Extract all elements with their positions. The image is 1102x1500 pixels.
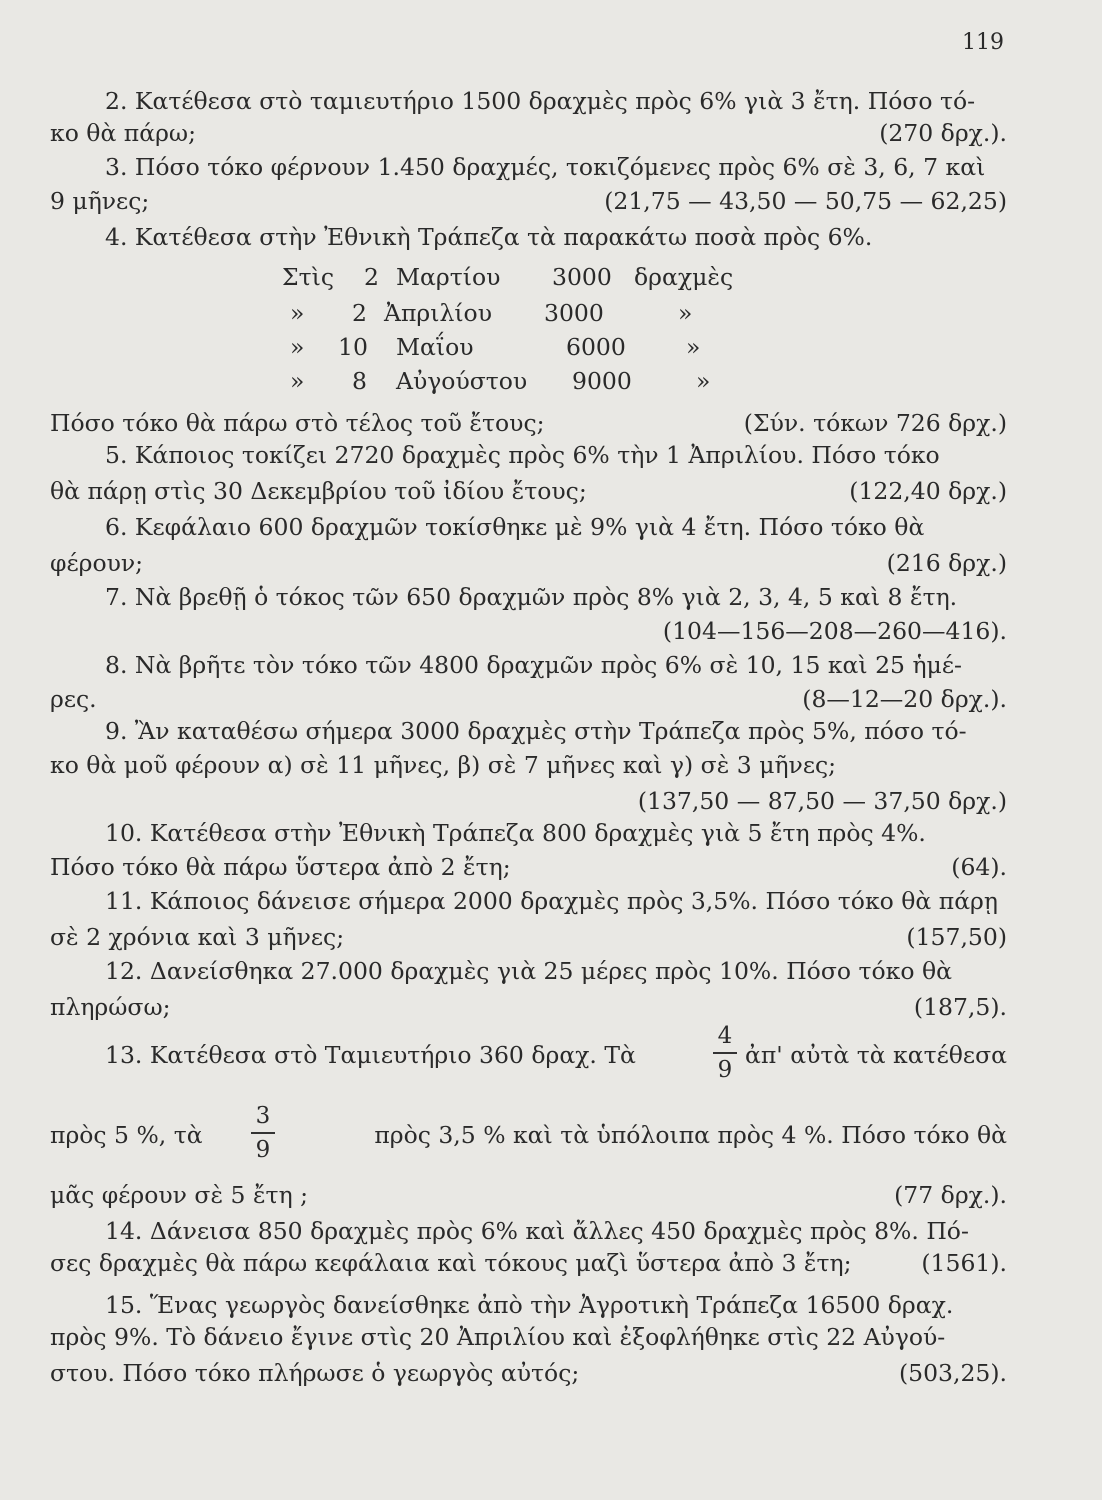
deposit-day: 2 — [364, 263, 379, 291]
answer-text: (21,75 — 43,50 — 50,75 — 62,25) — [604, 187, 1007, 215]
text-line — [105, 152, 1007, 182]
line-text: στου. Πόσο τόκο πλήρωσε ὁ γεωργὸς αὐτός; — [50, 1359, 580, 1387]
line-text: μᾶς φέρουν σὲ 5 ἔτη ; — [50, 1181, 309, 1209]
fraction-three-ninths — [248, 1102, 278, 1164]
line-text: Πόσο τόκο θὰ πάρω στὸ τέλος τοῦ ἔτους; — [50, 409, 545, 437]
line-text: ρες. — [50, 685, 97, 713]
answer-text: (187,5). — [913, 993, 1007, 1021]
text-line — [50, 476, 1007, 506]
text-line — [50, 1180, 1007, 1210]
line-text: 9 μῆνες; — [50, 187, 150, 215]
problem-13-line-1 — [105, 1040, 1007, 1070]
line-text: φέρουν; — [50, 549, 144, 577]
problem-13-text-a: 13. Κατέθεσα στὸ Ταμιευτήριο 360 δραχ. Τὰ — [105, 1041, 636, 1069]
problem-13-line-2 — [50, 1120, 1007, 1150]
text-line — [50, 1248, 1007, 1278]
text-line — [105, 818, 1007, 848]
deposit-unit: » — [686, 333, 701, 361]
line-text: θὰ πάρῃ στὶς 30 Δεκεμβρίου τοῦ ἰδίου ἔτους; — [50, 477, 587, 505]
fraction-numerator: 4 — [717, 1023, 733, 1049]
problem-13-text-a2: ἀπ' αὐτὰ τὰ κατέθεσα — [744, 1041, 1007, 1069]
text-line — [50, 1358, 1007, 1388]
deposit-prefix: » — [290, 367, 305, 395]
text-line — [50, 408, 1007, 438]
answer-text: (64). — [951, 853, 1007, 881]
fraction-denominator: 9 — [717, 1056, 733, 1083]
text-line — [105, 512, 1007, 542]
deposit-day: 8 — [352, 367, 367, 395]
text-line — [105, 886, 1007, 916]
deposit-month: Αὐγούστου — [396, 367, 528, 395]
deposit-amount: 9000 — [572, 367, 632, 395]
text-line — [105, 222, 1007, 252]
problem-13-text-b2: πρὸς 3,5 % καὶ τὰ ὑπόλοιπα πρὸς 4 %. Πόσο τόκο θὰ — [374, 1121, 1007, 1149]
line-text: 7. Νὰ βρεθῇ ὁ τόκος τῶν 650 δραχμῶν πρὸς 8% γιὰ 2, 3, 4, 5 καὶ 8 ἔτη. — [105, 583, 958, 611]
line-text: πληρώσω; — [50, 993, 171, 1021]
deposit-amount: 3000 — [552, 263, 612, 291]
deposit-day: 10 — [338, 333, 368, 361]
deposit-day: 2 — [352, 299, 367, 327]
answer-text: (Σύν. τόκων 726 δρχ.) — [743, 409, 1007, 437]
fraction-denominator: 9 — [255, 1136, 271, 1163]
line-text: 10. Κατέθεσα στὴν Ἐθνικὴ Τράπεζα 800 δραχμὲς γιὰ 5 ἔτη πρὸς 4%. — [105, 819, 926, 847]
answer-text: (157,50) — [906, 923, 1007, 951]
line-text: 14. Δάνεισα 850 δραχμὲς πρὸς 6% καὶ ἄλλες 450 δραχμὲς πρὸς 8%. Πό- — [105, 1217, 969, 1245]
text-line — [50, 118, 1007, 148]
text-line — [50, 992, 1007, 1022]
text-line — [50, 922, 1007, 952]
line-text: πρὸς 9%. Τὸ δάνειο ἔγινε στὶς 20 Ἀπριλίου καὶ ἐξοφλήθηκε στὶς 22 Αὐγού- — [50, 1323, 946, 1351]
deposit-month: Μαΐου — [396, 333, 474, 361]
answer-text: (8—12—20 δρχ.). — [802, 685, 1007, 713]
answer-text: (503,25). — [898, 1359, 1007, 1387]
problem-13-text-b: πρὸς 5 %, τὰ — [50, 1121, 203, 1149]
text-line — [105, 1290, 1007, 1320]
deposit-unit: δραχμὲς — [634, 263, 734, 291]
text-line — [105, 440, 1007, 470]
fraction-four-ninths — [710, 1022, 740, 1084]
text-line — [50, 186, 1007, 216]
deposit-prefix: » — [290, 299, 305, 327]
fraction-bar — [251, 1132, 275, 1134]
line-text: σες δραχμὲς θὰ πάρω κεφάλαια καὶ τόκους μαζὶ ὕστερα ἀπὸ 3 ἔτη; — [50, 1249, 852, 1277]
line-text: 6. Κεφάλαιο 600 δραχμῶν τοκίσθηκε μὲ 9% γιὰ 4 ἔτη. Πόσο τόκο θὰ — [105, 513, 925, 541]
answer-text: (122,40 δρχ.) — [849, 477, 1007, 505]
text-line — [50, 750, 1007, 780]
line-text: 3. Πόσο τόκο φέρνουν 1.450 δραχμές, τοκιζόμενες πρὸς 6% σὲ 3, 6, 7 καὶ — [105, 153, 986, 181]
answer-text: (270 δρχ.). — [879, 119, 1007, 147]
fraction-bar — [713, 1052, 737, 1054]
line-text: 4. Κατέθεσα στὴν Ἐθνικὴ Τράπεζα τὰ παρακάτω ποσὰ πρὸς 6%. — [105, 223, 873, 251]
deposit-unit: » — [678, 299, 693, 327]
line-text: 12. Δανείσθηκα 27.000 δραχμὲς γιὰ 25 μέρες πρὸς 10%. Πόσο τόκο θὰ — [105, 957, 952, 985]
deposit-amount: 6000 — [566, 333, 626, 361]
answer-text: (216 δρχ.) — [886, 549, 1007, 577]
page-number: 119 — [962, 30, 1004, 55]
answer-text: (77 δρχ.). — [894, 1181, 1007, 1209]
deposit-unit: » — [696, 367, 711, 395]
text-line — [50, 852, 1007, 882]
line-text: 11. Κάποιος δάνεισε σήμερα 2000 δραχμὲς πρὸς 3,5%. Πόσο τόκο θὰ πάρῃ — [105, 887, 998, 915]
answer-text: (137,50 — 87,50 — 37,50 δρχ.) — [637, 787, 1007, 815]
line-text: 8. Νὰ βρῆτε τὸν τόκο τῶν 4800 δραχμῶν πρὸς 6% σὲ 10, 15 καὶ 25 ἡμέ- — [105, 651, 962, 679]
text-line — [105, 650, 1007, 680]
deposit-prefix: » — [290, 333, 305, 361]
line-text: κο θὰ μοῦ φέρουν α) σὲ 11 μῆνες, β) σὲ 7 μῆνες καὶ γ) σὲ 3 μῆνες; — [50, 751, 837, 779]
answer-text: (104—156—208—260—416). — [662, 617, 1007, 645]
answer-text: (1561). — [921, 1249, 1007, 1277]
fraction-numerator: 3 — [255, 1103, 271, 1129]
line-text: κο θὰ πάρω; — [50, 119, 197, 147]
text-line — [50, 548, 1007, 578]
deposit-amount: 3000 — [544, 299, 604, 327]
line-text: 15. Ἕνας γεωργὸς δανείσθηκε ἀπὸ τὴν Ἀγροτικὴ Τράπεζα 16500 δραχ. — [105, 1291, 954, 1319]
line-text: 9. Ἂν καταθέσω σήμερα 3000 δραχμὲς στὴν Τράπεζα πρὸς 5%, πόσο τό- — [105, 717, 967, 745]
text-line — [105, 956, 1007, 986]
line-text: 5. Κάποιος τοκίζει 2720 δραχμὲς πρὸς 6% τὴν 1 Ἀπριλίου. Πόσο τόκο — [105, 441, 940, 469]
line-text: 2. Κατέθεσα στὸ ταμιευτήριο 1500 δραχμὲς πρὸς 6% γιὰ 3 ἔτη. Πόσο τό- — [105, 87, 976, 115]
text-line — [50, 684, 1007, 714]
line-text: Πόσο τόκο θὰ πάρω ὕστερα ἀπὸ 2 ἔτη; — [50, 853, 511, 881]
deposit-month: Μαρτίου — [396, 263, 501, 291]
line-text: σὲ 2 χρόνια καὶ 3 μῆνες; — [50, 923, 345, 951]
deposit-prefix: Στὶς — [282, 263, 334, 291]
text-line — [105, 582, 1007, 612]
text-line — [50, 1322, 1007, 1352]
text-line — [105, 86, 1007, 116]
deposit-month: Ἀπριλίου — [384, 299, 492, 327]
text-line — [105, 1216, 1007, 1246]
text-line — [105, 716, 1007, 746]
